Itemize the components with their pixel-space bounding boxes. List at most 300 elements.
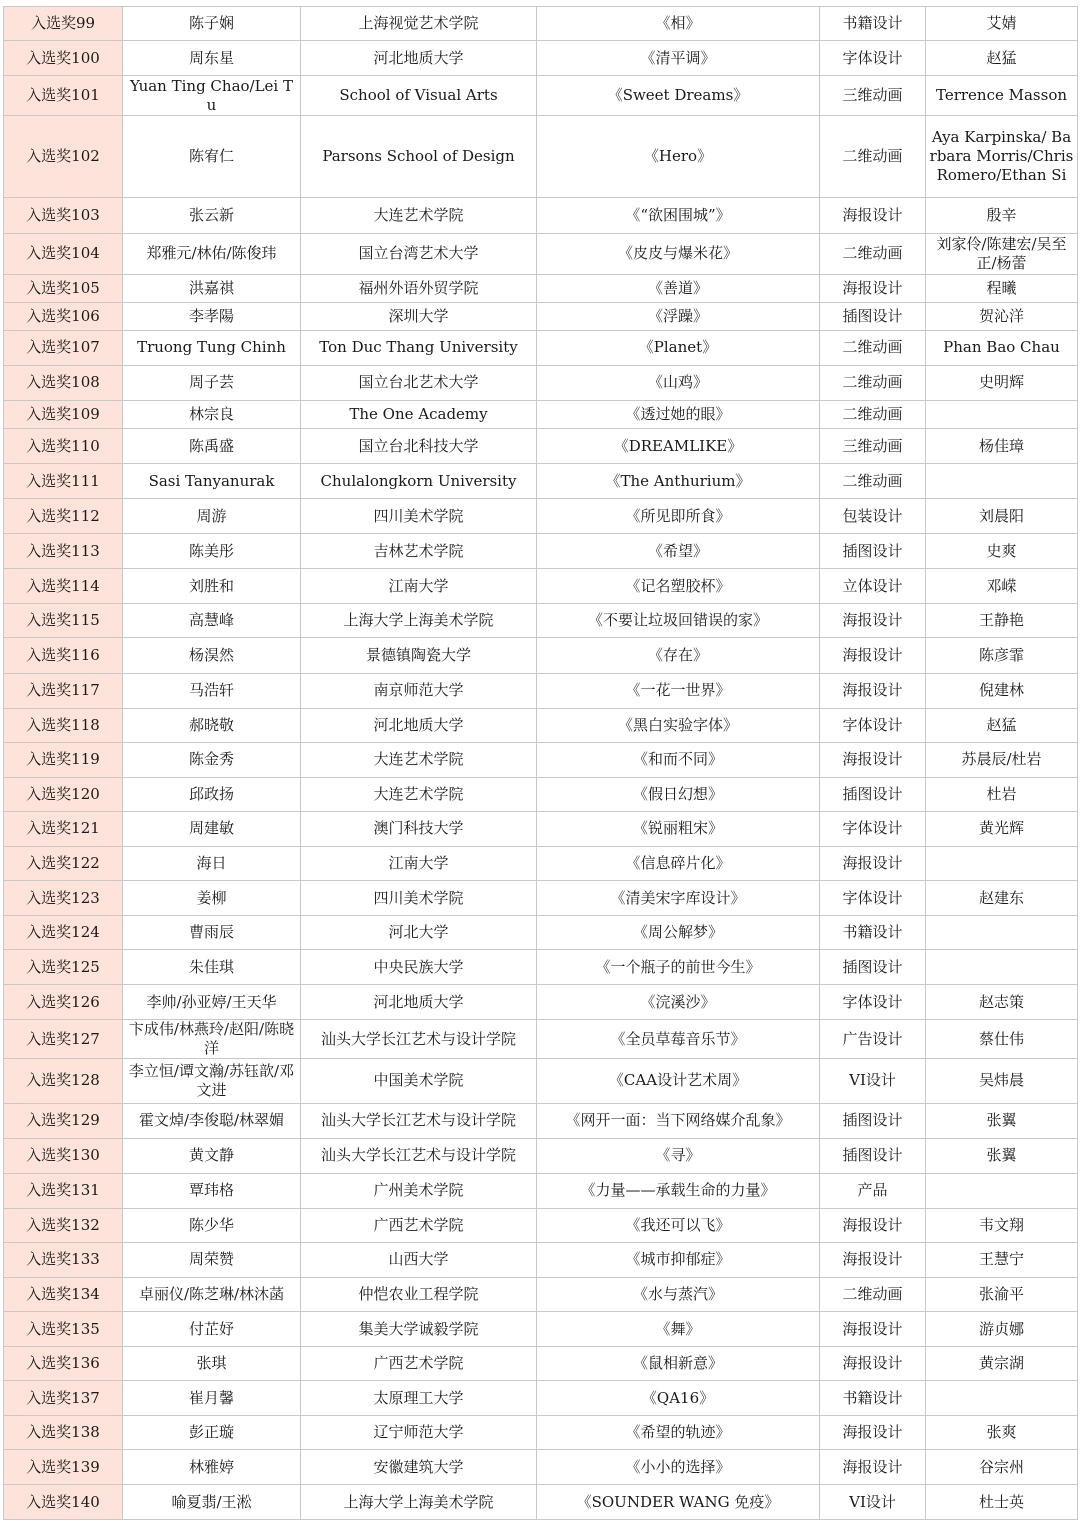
award-text: 入选奖117 [26,681,100,700]
award-text: 入选奖108 [26,373,100,392]
school-cell [301,41,537,76]
school-text: 仲恺农业工程学院 [358,1284,479,1303]
category-cell [820,742,926,777]
work-title-cell [537,1020,820,1059]
school-text: 四川美术学院 [373,506,464,525]
category-text: 插图设计 [842,957,903,976]
category-cell [820,464,926,499]
work-title-text: 《小小的选择》 [625,1457,731,1476]
advisor-text: 韦文翔 [978,1215,1024,1234]
school-cell [301,604,537,638]
advisor-cell [926,569,1078,604]
author-text: 郑雅元/林佑/陈俊玮 [146,244,277,263]
work-title-text: 《浮躁》 [647,306,708,325]
category-cell [820,365,926,400]
school-cell [301,274,537,302]
work-title-text: 《透过她的眼》 [625,404,731,423]
award-cell [4,1277,123,1311]
category-cell [820,1173,926,1208]
work-title-cell [537,7,820,41]
school-text: 汕头大学长江艺术与设计学院 [320,1111,516,1130]
award-cell [4,673,123,708]
category-text: 海报设计 [842,681,903,700]
author-cell [123,708,301,742]
author-cell [123,534,301,569]
advisor-cell [926,1311,1078,1346]
award-cell [4,534,123,569]
award-text: 入选奖120 [26,784,100,803]
author-cell [123,198,301,233]
category-cell [820,638,926,673]
category-cell [820,330,926,365]
advisor-text: 游贞娜 [978,1319,1024,1338]
author-text: Sasi Tanyanurak [148,471,275,490]
author-text: 杨淏然 [188,645,234,664]
award-cell [4,880,123,915]
table-row [4,1138,1078,1173]
school-text: 上海大学上海美术学院 [343,1492,494,1511]
work-title-text: 《周公解梦》 [632,923,723,942]
table-row [4,950,1078,985]
work-title-cell [537,1311,820,1346]
advisor-text: 蔡仕伟 [978,1029,1024,1048]
category-cell [820,916,926,950]
work-title-text: 《假日幻想》 [632,784,723,803]
award-text: 入选奖105 [26,278,100,297]
author-cell [123,116,301,198]
category-text: 海报设计 [842,1215,903,1234]
advisor-cell [926,1020,1078,1059]
award-text: 入选奖114 [26,576,100,595]
school-cell [301,777,537,811]
category-text: 字体设计 [842,888,903,907]
work-title-cell [537,846,820,880]
advisor-cell [926,638,1078,673]
school-cell [301,534,537,569]
author-text: 周东星 [188,48,234,67]
author-cell [123,1208,301,1242]
author-text: 曹雨辰 [188,923,234,942]
award-cell [4,116,123,198]
category-text: 海报设计 [842,1250,903,1269]
advisor-cell [926,916,1078,950]
school-text: 河北大学 [388,923,449,942]
author-cell [123,1020,301,1059]
author-cell [123,428,301,463]
advisor-cell [926,330,1078,365]
author-cell [123,274,301,302]
table-row [4,233,1078,274]
author-text: 李孝陽 [188,306,234,325]
work-title-text: 《皮皮与爆米花》 [617,244,738,263]
category-cell [820,1277,926,1311]
award-cell [4,233,123,274]
school-text: 汕头大学长江艺术与设计学院 [320,1146,516,1165]
school-cell [301,880,537,915]
work-title-text: 《鼠相新意》 [632,1354,723,1373]
award-text: 入选奖99 [30,14,96,33]
school-text: 广州美术学院 [373,1181,464,1200]
author-text: 陈少华 [188,1215,234,1234]
award-cell [4,1173,123,1208]
advisor-text: 张爽 [986,1423,1017,1442]
category-text: 二维动画 [842,471,903,490]
school-text: 集美大学诚毅学院 [358,1319,479,1338]
work-title-cell [537,708,820,742]
advisor-text: 王慧宁 [978,1250,1024,1269]
category-cell [820,76,926,116]
category-cell [820,41,926,76]
school-text: 上海视觉艺术学院 [358,14,479,33]
work-title-text: 《“欲困围城”》 [625,205,731,224]
work-title-text: 《The Anthurium》 [605,471,751,490]
table-row [4,1059,1078,1103]
author-cell [123,1485,301,1520]
author-text: 卞成伟/林燕玲/赵阳/陈晓洋 [128,1020,295,1058]
author-text: 马浩轩 [188,681,234,700]
table-row [4,742,1078,777]
award-text: 入选奖107 [26,338,100,357]
table-row [4,41,1078,76]
work-title-cell [537,985,820,1020]
school-text: 吉林艺术学院 [373,541,464,560]
work-title-text: 《舞》 [655,1319,701,1338]
author-cell [123,950,301,985]
author-text: 周荣赞 [188,1250,234,1269]
advisor-text: Aya Karpinska/ Barbara Morris/Chris Romero/Ethan Si [929,128,1074,185]
advisor-cell [926,880,1078,915]
table-row [4,1173,1078,1208]
work-title-cell [537,916,820,950]
award-text: 入选奖125 [26,957,100,976]
category-text: 二维动画 [842,404,903,423]
school-text: 太原理工大学 [373,1388,464,1407]
work-title-text: 《山鸡》 [647,373,708,392]
school-text: 南京师范大学 [373,681,464,700]
category-cell [820,1450,926,1485]
table-row [4,569,1078,604]
category-text: 海报设计 [842,750,903,769]
advisor-text: 史爽 [986,541,1017,560]
work-title-cell [537,41,820,76]
advisor-cell [926,41,1078,76]
work-title-cell [537,499,820,534]
category-cell [820,777,926,811]
author-cell [123,777,301,811]
table-row [4,985,1078,1020]
table-row [4,1416,1078,1450]
author-cell [123,302,301,330]
work-title-cell [537,233,820,274]
school-cell [301,464,537,499]
author-text: 付芷妤 [188,1319,234,1338]
author-cell [123,7,301,41]
author-cell [123,464,301,499]
category-cell [820,1347,926,1381]
advisor-text: 张翼 [986,1146,1017,1165]
category-cell [820,1381,926,1416]
advisor-cell [926,604,1078,638]
category-text: 立体设计 [842,576,903,595]
advisor-text: 倪建林 [978,681,1024,700]
advisor-text: 张翼 [986,1111,1017,1130]
award-text: 入选奖136 [26,1354,100,1373]
category-text: 产品 [857,1181,888,1200]
school-text: 中国美术学院 [373,1071,464,1090]
work-title-cell [537,365,820,400]
work-title-text: 《存在》 [647,645,708,664]
advisor-cell [926,742,1078,777]
work-title-cell [537,880,820,915]
author-text: 李帅/孙亚婷/王天华 [146,992,277,1011]
author-text: 喻夏翡/王淞 [171,1492,252,1511]
school-cell [301,742,537,777]
table-row [4,777,1078,811]
advisor-text: 史明辉 [978,373,1024,392]
awards-table [3,6,1078,1520]
award-text: 入选奖119 [26,750,100,769]
advisor-text: 黄宗湖 [978,1354,1024,1373]
table-row [4,76,1078,116]
award-cell [4,428,123,463]
school-cell [301,811,537,846]
category-cell [820,400,926,428]
award-text: 入选奖116 [26,645,100,664]
advisor-cell [926,1485,1078,1520]
category-text: 二维动画 [842,373,903,392]
school-cell [301,673,537,708]
school-text: 深圳大学 [388,306,449,325]
author-cell [123,365,301,400]
school-cell [301,1208,537,1242]
school-cell [301,76,537,116]
work-title-text: 《Hero》 [643,147,713,166]
school-cell [301,1242,537,1277]
advisor-cell [926,76,1078,116]
advisor-cell [926,708,1078,742]
work-title-cell [537,1242,820,1277]
advisor-cell [926,846,1078,880]
author-text: 陈宥仁 [188,147,234,166]
work-title-cell [537,534,820,569]
author-text: 姜柳 [196,888,227,907]
school-cell [301,7,537,41]
school-text: 大连艺术学院 [373,205,464,224]
award-cell [4,1103,123,1138]
school-text: 汕头大学长江艺术与设计学院 [320,1029,516,1048]
school-text: 河北地质大学 [373,48,464,67]
author-cell [123,1242,301,1277]
advisor-cell [926,400,1078,428]
category-text: 三维动画 [842,86,903,105]
work-title-cell [537,1103,820,1138]
author-text: 高慧峰 [188,611,234,630]
work-title-cell [537,302,820,330]
advisor-cell [926,302,1078,330]
author-cell [123,638,301,673]
award-text: 入选奖102 [26,147,100,166]
author-cell [123,76,301,116]
school-text: 江南大学 [388,853,449,872]
category-text: 二维动画 [842,244,903,263]
table-row [4,534,1078,569]
author-cell [123,1450,301,1485]
award-cell [4,742,123,777]
category-cell [820,1242,926,1277]
author-cell [123,673,301,708]
author-text: 邱政扬 [188,784,234,803]
category-cell [820,846,926,880]
advisor-text: 吴炜晨 [978,1071,1024,1090]
author-cell [123,811,301,846]
work-title-cell [537,400,820,428]
category-cell [820,811,926,846]
table-row [4,1277,1078,1311]
award-cell [4,950,123,985]
award-cell [4,274,123,302]
school-cell [301,916,537,950]
category-text: 包装设计 [842,506,903,525]
school-cell [301,302,537,330]
advisor-text: 杨佳璋 [978,436,1024,455]
award-cell [4,1242,123,1277]
category-text: 插图设计 [842,784,903,803]
school-cell [301,233,537,274]
advisor-text: 张渝平 [978,1284,1024,1303]
school-text: 安徽建筑大学 [373,1457,464,1476]
advisor-text: 贺沁洋 [978,306,1024,325]
school-text: School of Visual Arts [339,86,498,105]
category-cell [820,1311,926,1346]
table-row [4,464,1078,499]
advisor-text: 艾婧 [986,14,1017,33]
category-cell [820,1103,926,1138]
author-text: 陈禹盛 [188,436,234,455]
award-text: 入选奖129 [26,1111,100,1130]
advisor-cell [926,1059,1078,1103]
category-text: 插图设计 [842,541,903,560]
work-title-cell [537,638,820,673]
award-text: 入选奖101 [26,86,100,105]
table-row [4,1020,1078,1059]
author-text: 李立恒/谭文瀚/苏钰歆/邓文进 [128,1061,295,1099]
school-text: 国立台湾艺术大学 [358,244,479,263]
work-title-text: 《清美宋字库设计》 [610,888,746,907]
advisor-cell [926,428,1078,463]
table-row [4,116,1078,198]
award-cell [4,846,123,880]
table-row [4,811,1078,846]
work-title-text: 《QA16》 [641,1388,715,1407]
author-cell [123,400,301,428]
category-cell [820,499,926,534]
category-cell [820,116,926,198]
award-cell [4,811,123,846]
work-title-text: 《全员草莓音乐节》 [610,1029,746,1048]
award-text: 入选奖121 [26,819,100,838]
award-cell [4,604,123,638]
category-text: 插图设计 [842,1111,903,1130]
category-text: 海报设计 [842,645,903,664]
award-text: 入选奖140 [26,1492,100,1511]
table-row [4,198,1078,233]
work-title-cell [537,1347,820,1381]
work-title-text: 《Planet》 [638,338,718,357]
category-cell [820,1485,926,1520]
table-row [4,1485,1078,1520]
category-text: 广告设计 [842,1029,903,1048]
author-cell [123,604,301,638]
table-row [4,274,1078,302]
school-text: Chulalongkorn University [320,471,517,490]
award-text: 入选奖122 [26,853,100,872]
award-text: 入选奖134 [26,1284,100,1303]
school-cell [301,1416,537,1450]
table-row [4,638,1078,673]
advisor-text: 王静艳 [978,611,1024,630]
award-cell [4,777,123,811]
advisor-text: 邓嵘 [986,576,1017,595]
work-title-text: 《寻》 [655,1146,701,1165]
table-row [4,880,1078,915]
award-cell [4,1416,123,1450]
work-title-cell [537,950,820,985]
author-cell [123,1311,301,1346]
award-text: 入选奖106 [26,306,100,325]
award-cell [4,499,123,534]
advisor-cell [926,950,1078,985]
work-title-text: 《城市抑郁症》 [625,1250,731,1269]
school-cell [301,1138,537,1173]
category-cell [820,274,926,302]
school-text: 广西艺术学院 [373,1215,464,1234]
award-text: 入选奖137 [26,1388,100,1407]
author-cell [123,1103,301,1138]
award-text: 入选奖100 [26,48,100,67]
advisor-text: 赵猛 [986,715,1017,734]
category-text: 字体设计 [842,992,903,1011]
advisor-cell [926,534,1078,569]
table-row [4,916,1078,950]
school-text: 河北地质大学 [373,992,464,1011]
author-cell [123,233,301,274]
school-cell [301,428,537,463]
award-cell [4,198,123,233]
author-cell [123,569,301,604]
advisor-text: Phan Bao Chau [943,338,1060,357]
work-title-text: 《不要让垃圾回错误的家》 [587,611,768,630]
advisor-text: 刘晨阳 [978,506,1024,525]
advisor-cell [926,198,1078,233]
category-text: 书籍设计 [842,1388,903,1407]
advisor-text: 赵猛 [986,48,1017,67]
work-title-cell [537,116,820,198]
work-title-text: 《记名塑胶杯》 [625,576,731,595]
work-title-text: 《一花一世界》 [625,681,731,700]
school-text: 大连艺术学院 [373,784,464,803]
school-text: 江南大学 [388,576,449,595]
category-cell [820,7,926,41]
author-cell [123,1381,301,1416]
author-cell [123,1173,301,1208]
school-text: 广西艺术学院 [373,1354,464,1373]
advisor-cell [926,1381,1078,1416]
author-cell [123,1416,301,1450]
school-text: 国立台北艺术大学 [358,373,479,392]
category-cell [820,1416,926,1450]
category-cell [820,198,926,233]
author-cell [123,846,301,880]
